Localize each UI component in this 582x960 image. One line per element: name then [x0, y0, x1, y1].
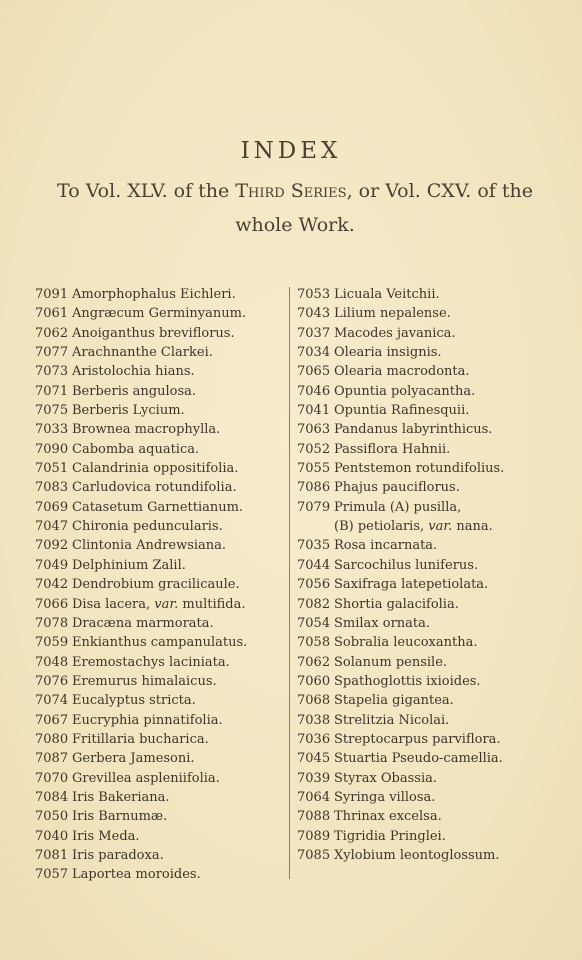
- plant-name: Opuntia Rafinesquii.: [334, 403, 470, 419]
- plant-name: Iris Bakeriana.: [72, 789, 170, 805]
- plant-name: Stuartia Pseudo-camellia.: [334, 751, 503, 767]
- plant-name: Xylobium leontoglossum.: [334, 847, 500, 863]
- plant-name: Enkianthus campanulatus.: [72, 635, 248, 651]
- plate-number: 7082: [297, 596, 331, 612]
- plate-number: 7092: [35, 538, 69, 554]
- plant-name: Lilium nepalense.: [334, 306, 451, 322]
- plate-number: 7062: [35, 325, 69, 341]
- plate-number: 7052: [297, 441, 331, 457]
- plate-number: 7059: [35, 635, 69, 651]
- index-entry: [297, 788, 572, 807]
- plant-name: Amorphophalus Eichleri.: [72, 287, 236, 302]
- index-right-column: [297, 285, 572, 865]
- plant-name-after: nana.: [452, 519, 493, 535]
- plate-number: 7084: [35, 789, 69, 805]
- index-entry: [35, 691, 275, 710]
- plate-number: 7045: [297, 751, 331, 767]
- index-entry: [35, 401, 275, 420]
- page-subtitle: [30, 174, 560, 242]
- index-entry: [35, 459, 275, 478]
- plant-name: Olearia insignis.: [334, 345, 442, 361]
- subtitle-line2: whole Work.: [235, 214, 355, 236]
- plant-name: Berberis angulosa.: [72, 383, 197, 399]
- plant-name: Iris Barnumæ.: [72, 809, 168, 825]
- index-entry: [297, 420, 572, 439]
- plant-name: Solanum pensile.: [334, 654, 448, 670]
- index-entry: [35, 769, 275, 788]
- plant-name: Thrinax excelsa.: [334, 809, 442, 825]
- plate-number: 7070: [35, 770, 69, 786]
- index-entry: [35, 749, 275, 768]
- plate-number: 7036: [297, 731, 331, 747]
- plant-name: Fritillaria bucharica.: [72, 731, 209, 747]
- plate-number: 7047: [35, 519, 69, 535]
- plate-number: 7041: [297, 403, 331, 419]
- plant-name: Angræcum Germinyanum.: [72, 306, 247, 322]
- plant-name: Dendrobium gracilicaule.: [72, 577, 240, 593]
- plate-number: 7038: [297, 712, 331, 728]
- index-entry: [297, 575, 572, 594]
- plate-number: 7044: [297, 557, 331, 573]
- index-entry: [35, 595, 275, 614]
- index-entry: [297, 653, 572, 672]
- plant-name: Spathoglottis ixioides.: [334, 673, 481, 689]
- plate-number: 7083: [35, 480, 69, 496]
- index-entry: [297, 614, 572, 633]
- index-entry: [35, 536, 275, 555]
- index-entry: [35, 865, 275, 884]
- plate-number: 7060: [297, 673, 331, 689]
- plant-name: Rosa incarnata.: [334, 538, 438, 554]
- plant-name: Passiflora Hahnii.: [334, 441, 451, 457]
- index-entry: [297, 749, 572, 768]
- plate-number: 7068: [297, 693, 331, 709]
- index-entry: [35, 285, 275, 304]
- plate-number: 7073: [35, 364, 69, 380]
- plate-number: 7067: [35, 712, 69, 728]
- plate-number: 7075: [35, 403, 69, 419]
- plant-name: Gerbera Jamesoni.: [72, 751, 195, 767]
- index-entry: [35, 827, 275, 846]
- plate-number: 7054: [297, 615, 331, 631]
- plant-name: Cabomba aquatica.: [72, 441, 200, 457]
- plate-number: 7034: [297, 345, 331, 361]
- plant-name: Tigridia Pringlei.: [334, 828, 446, 844]
- index-entry: [297, 730, 572, 749]
- index-entry: [297, 807, 572, 826]
- index-entry: [35, 498, 275, 517]
- plate-number: 7088: [297, 809, 331, 825]
- plant-name: Macodes javanica.: [334, 325, 456, 341]
- index-entry: [297, 478, 572, 497]
- index-entry: [35, 382, 275, 401]
- index-entry: [35, 362, 275, 381]
- plate-number: 7037: [297, 325, 331, 341]
- index-entry: [297, 691, 572, 710]
- plant-name: Chironia peduncularis.: [72, 519, 223, 535]
- index-entry: [297, 401, 572, 420]
- plate-number: 7033: [35, 422, 69, 438]
- index-entry: [297, 536, 572, 555]
- index-entry: [35, 672, 275, 691]
- index-entry: [35, 556, 275, 575]
- index-left-column: [35, 285, 275, 885]
- index-entry: [35, 846, 275, 865]
- variety-note: var.: [428, 519, 453, 535]
- plant-name: Brownea macrophylla.: [72, 422, 221, 438]
- plate-number: 7049: [35, 557, 69, 573]
- index-entry: [35, 730, 275, 749]
- plate-number: 7048: [35, 654, 69, 670]
- plant-name: Styrax Obassia.: [334, 770, 438, 786]
- plant-name: Carludovica rotundifolia.: [72, 480, 237, 496]
- plant-name: Disa lacera,: [72, 596, 155, 612]
- plant-name: Streptocarpus parviflora.: [334, 731, 501, 747]
- plant-name: Syringa villosa.: [334, 789, 436, 805]
- plate-number: 7046: [297, 383, 331, 399]
- plant-name: Grevillea aspleniifolia.: [72, 770, 220, 786]
- plate-number: 7089: [297, 828, 331, 844]
- index-entry: [297, 382, 572, 401]
- index-entry: [297, 711, 572, 730]
- plant-name: Berberis Lycium.: [72, 403, 185, 419]
- plant-name: Saxifraga latepetiolata.: [334, 577, 489, 593]
- plate-number: 7063: [297, 422, 331, 438]
- index-entry: [297, 362, 572, 381]
- index-entry: [35, 614, 275, 633]
- plate-number: 7066: [35, 596, 69, 612]
- plate-number: 7071: [35, 383, 69, 399]
- index-entry: [35, 575, 275, 594]
- index-entry: [297, 498, 572, 517]
- index-entry: [35, 478, 275, 497]
- index-entry: [35, 653, 275, 672]
- plant-name: Pandanus labyrinthicus.: [334, 422, 493, 438]
- plate-number: 7064: [297, 789, 331, 805]
- plant-name: Olearia macrodonta.: [334, 364, 470, 380]
- index-entry: [297, 672, 572, 691]
- plant-name: Eremostachys laciniata.: [72, 654, 230, 670]
- plate-number: 7077: [35, 345, 69, 361]
- plate-number: 7065: [297, 364, 331, 380]
- index-entry: [35, 517, 275, 536]
- plate-number: 7081: [35, 847, 69, 863]
- plant-name: Primula (A) pusilla,: [334, 499, 462, 515]
- plate-number: 7042: [35, 577, 69, 593]
- index-entry: [297, 324, 572, 343]
- plate-number: 7078: [35, 615, 69, 631]
- plate-number: 7053: [297, 287, 331, 302]
- plate-number: 7069: [35, 499, 69, 515]
- plate-number: 7056: [297, 577, 331, 593]
- index-entry: [297, 440, 572, 459]
- plant-name: Arachnanthe Clarkei.: [72, 345, 213, 361]
- plant-name: Phajus pauciflorus.: [334, 480, 460, 496]
- plant-name: Licuala Veitchii.: [334, 287, 440, 302]
- index-entry: [35, 420, 275, 439]
- page-title: INDEX: [240, 138, 342, 164]
- index-entry: [35, 807, 275, 826]
- plate-number: 7091: [35, 287, 69, 302]
- plant-name: Eremurus himalaicus.: [72, 673, 217, 689]
- plant-name: Clintonia Andrewsiana.: [72, 538, 227, 554]
- plant-name: Iris paradoxa.: [72, 847, 164, 863]
- index-entry: [297, 556, 572, 575]
- index-entry: [297, 633, 572, 652]
- index-entry: [35, 440, 275, 459]
- plate-number: 7090: [35, 441, 69, 457]
- plant-name: Calandrinia oppositifolia.: [72, 461, 239, 477]
- index-entry: [297, 304, 572, 323]
- plant-name: Stapelia gigantea.: [334, 693, 454, 709]
- plant-name: Smilax ornata.: [334, 615, 431, 631]
- plant-name: Shortia galacifolia.: [334, 596, 459, 612]
- plant-name: Dracæna marmorata.: [72, 615, 214, 631]
- plate-number: 7058: [297, 635, 331, 651]
- index-entry: [35, 343, 275, 362]
- index-entry: [297, 343, 572, 362]
- plate-number: 7062: [297, 654, 331, 670]
- subtitle-series: Third Series: [235, 180, 347, 202]
- plant-name: Pentstemon rotundifolius.: [334, 461, 505, 477]
- plate-number: 7085: [297, 847, 331, 863]
- index-entry: [297, 827, 572, 846]
- plate-number: 7039: [297, 770, 331, 786]
- index-entry: [297, 846, 572, 865]
- plant-name: Aristolochia hians.: [72, 364, 195, 380]
- plant-name: (B) petiolaris,: [334, 519, 429, 535]
- subtitle-pre: To Vol. XLV. of the: [57, 180, 236, 202]
- index-entry: [35, 304, 275, 323]
- plant-name: Anoiganthus breviflorus.: [72, 325, 235, 341]
- plate-number: 7043: [297, 306, 331, 322]
- plant-name-after: multifida.: [178, 596, 246, 612]
- plant-name: Eucryphia pinnatifolia.: [72, 712, 223, 728]
- index-entry: [35, 788, 275, 807]
- plate-number: 7040: [35, 828, 69, 844]
- column-divider: [289, 287, 290, 879]
- plant-name: Sarcochilus luniferus.: [334, 557, 479, 573]
- index-entry: [35, 711, 275, 730]
- variety-note: var.: [154, 596, 179, 612]
- plate-number: 7079: [297, 499, 331, 515]
- plate-number: 7087: [35, 751, 69, 767]
- plate-number: 7061: [35, 306, 69, 322]
- plant-name: Iris Meda.: [72, 828, 140, 844]
- plate-number: 7050: [35, 809, 69, 825]
- index-entry: [35, 324, 275, 343]
- plate-number: 7080: [35, 731, 69, 747]
- plate-number: 7076: [35, 673, 69, 689]
- plant-name: Laportea moroides.: [72, 867, 201, 883]
- index-entry: [297, 517, 572, 536]
- plant-name: Delphinium Zalil.: [72, 557, 186, 573]
- plate-number: 7055: [297, 461, 331, 477]
- index-entry: [35, 633, 275, 652]
- plant-name: Sobralia leucoxantha.: [334, 635, 478, 651]
- plate-number: 7074: [35, 693, 69, 709]
- plant-name: Opuntia polyacantha.: [334, 383, 476, 399]
- plate-number: 7057: [35, 867, 69, 883]
- plate-number: 7035: [297, 538, 331, 554]
- plant-name: Eucalyptus stricta.: [72, 693, 196, 709]
- subtitle-mid: , or Vol. CXV. of the: [346, 180, 533, 202]
- plant-name: Catasetum Garnettianum.: [72, 499, 244, 515]
- index-entry: [297, 769, 572, 788]
- index-entry: [297, 285, 572, 304]
- plate-number: 7051: [35, 461, 69, 477]
- index-entry: [297, 459, 572, 478]
- plate-number: 7086: [297, 480, 331, 496]
- plant-name: Strelitzia Nicolai.: [334, 712, 450, 728]
- index-entry: [297, 595, 572, 614]
